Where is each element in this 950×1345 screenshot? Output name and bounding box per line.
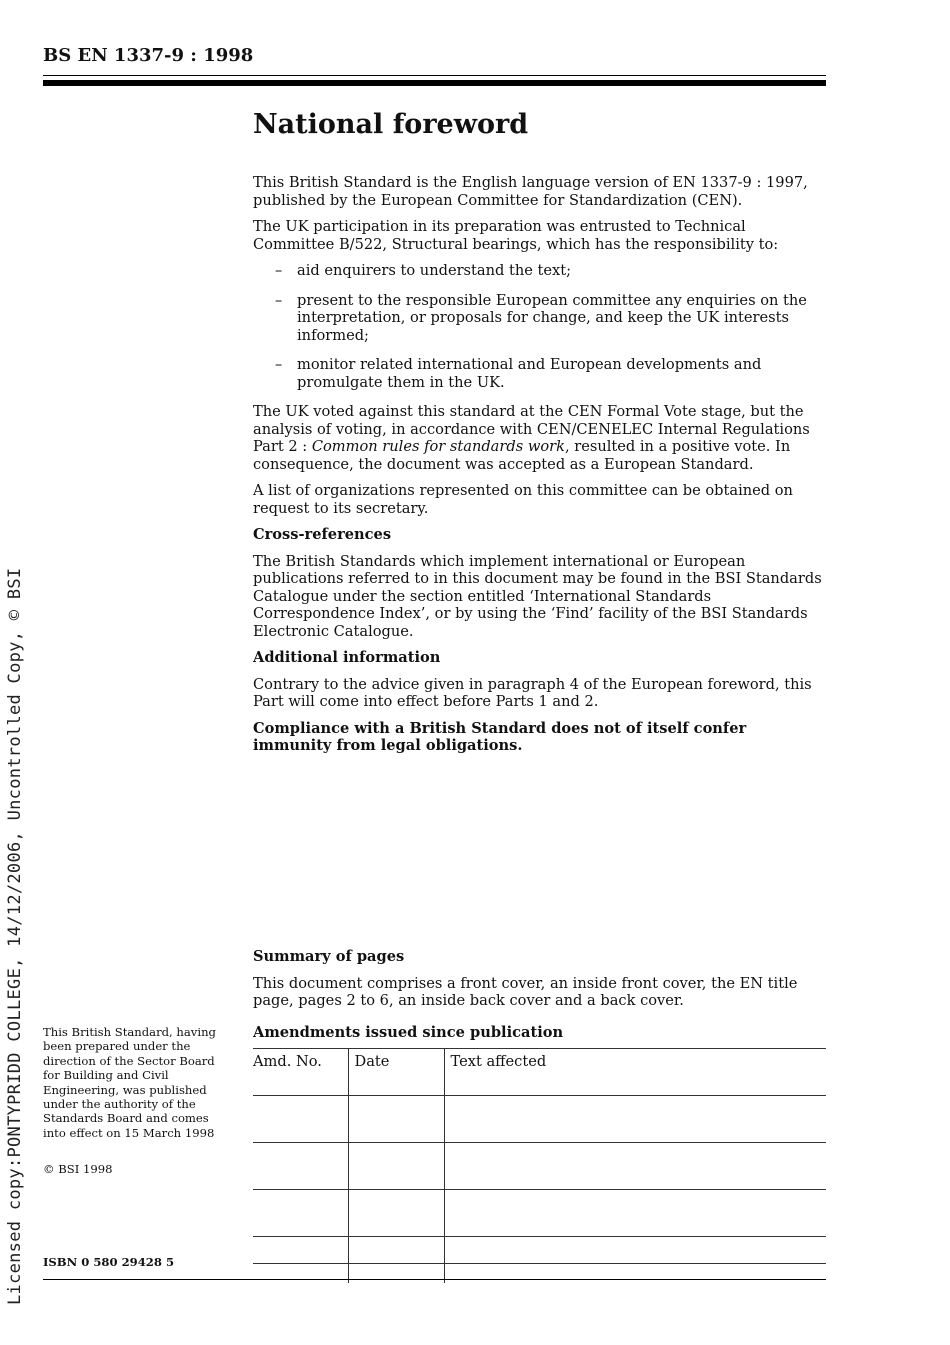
table-bottom-rule [253,1263,826,1264]
table-cell [348,1190,444,1237]
summary-heading: Summary of pages [253,948,405,965]
table-row [253,1143,826,1190]
copyright-notice: © BSI 1998 [43,1162,113,1177]
compliance-statement: Compliance with a British Standard does not of itself confer immunity from legal obligations. [253,719,747,754]
vote-paragraph: The UK voted against this standard at the CEN Formal Vote stage, but the analysis of voting, in accordance with CEN/CENELEC Internal Regulations Part 2 : Common rules for standards work, resulted in a positive vote. In consequence, the document was accepted as a European Standard. [253,403,810,473]
table-row [253,1237,826,1284]
responsibility-list [253,262,827,391]
footer-rule [43,1279,826,1280]
table-cell [444,1190,826,1237]
table-cell [253,1237,348,1284]
list-item: – aid enquirers to understand the text; [275,262,572,279]
document-id: BS EN 1337-9 : 1998 [43,45,254,66]
summary-text: This document comprises a front cover, an inside front cover, the EN title page, pages 2 to 6, an inside back cover and a back cover. [253,974,798,1009]
amendments-table [253,1048,826,1283]
summary-section [253,948,827,1019]
table-cell [348,1096,444,1143]
table-row [253,1190,826,1237]
table-cell [253,1143,348,1190]
table-cell [253,1096,348,1143]
cross-references-heading: Cross-references [253,526,392,543]
publication-sidebar [43,1025,233,1199]
table-cell [348,1237,444,1284]
list-item: – present to the responsible European committee any enquiries on the interpretation, or proposals for change, and keep the UK interests informed; [275,291,807,344]
national-foreword-section [253,108,827,764]
committee-paragraph: The UK participation in its preparation was entrusted to Technical Committee B/522, Structural bearings, which has the responsibility to: [253,218,779,253]
list-item: – monitor related international and European developments and promulgate them in the UK. [275,356,762,391]
additional-information-heading: Additional information [253,649,441,666]
table-cell [444,1237,826,1284]
page-title: National foreword [253,109,529,140]
additional-information-text: Contrary to the advice given in paragraph 4 of the European foreword, this Part will come into effect before Parts 1 and 2. [253,675,812,710]
column-header-amd-no: Amd. No. [253,1049,348,1096]
table-cell [348,1143,444,1190]
table-header-row [253,1049,826,1096]
amendments-heading: Amendments issued since publication [253,1024,564,1041]
column-header-text-affected: Text affected [444,1049,826,1096]
table-cell [253,1190,348,1237]
cross-references-text: The British Standards which implement international or European publications referred to in this document may be found in the BSI Standards Catalogue under the section entitled ‘International Standards Correspondence Index’, or by using the ‘Find’ facility of the BSI Standards Electronic Catalogue. [253,552,822,640]
table-row [253,1096,826,1143]
license-watermark: Licensed copy:PONTYPRIDD COLLEGE, 14/12/2006, Uncontrolled Copy, © BSI [5,567,25,1305]
column-header-date: Date [348,1049,444,1096]
table-cell [444,1096,826,1143]
publication-note: This British Standard, having been prepared under the direction of the Sector Board for Building and Civil Engineering, was published under the authority of the Standards Board and comes into effect on 15 March 1998 [43,1025,216,1140]
organizations-paragraph: A list of organizations represented on this committee can be obtained on request to its secretary. [253,482,793,517]
table-cell [444,1143,826,1190]
isbn: ISBN 0 580 29428 5 [43,1255,175,1269]
header-rule-thick [43,80,826,86]
intro-paragraph: This British Standard is the English language version of EN 1337-9 : 1997, published by the European Committee for Standardization (CEN). [253,174,808,209]
header-rule-thin [43,75,826,76]
